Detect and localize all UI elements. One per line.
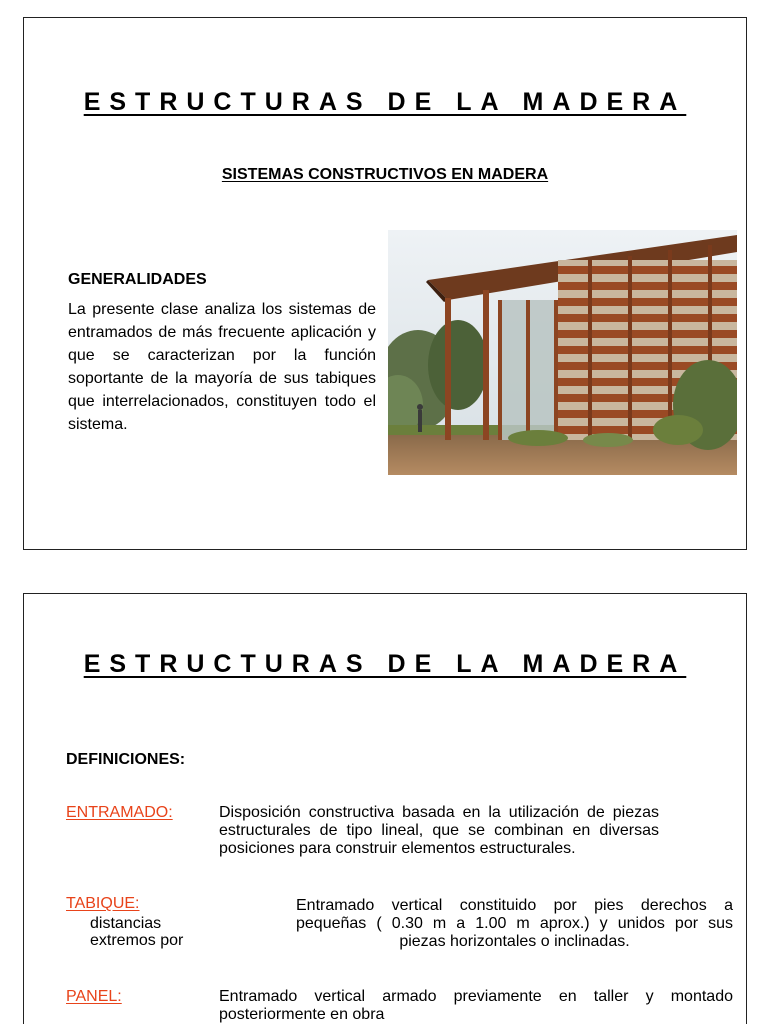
definition-panel: Entramado vertical armado previamente en taller y montado posteriormente en obra xyxy=(219,988,733,1023)
term-entramado: ENTRAMADO: xyxy=(66,804,173,821)
slide-title: ESTRUCTURAS DE LA MADERA xyxy=(83,650,687,678)
term-tabique: TABIQUE: xyxy=(66,895,140,912)
definition-tabique-line-1: Entramado vertical constituido por pies derechos a xyxy=(296,897,733,914)
wooden-house-photo xyxy=(388,230,737,475)
term-panel: PANEL: xyxy=(66,988,122,1005)
generalidades-heading: GENERALIDADES xyxy=(68,271,207,288)
tabique-extra-1: distancias xyxy=(90,915,162,932)
slide-title: ESTRUCTURAS DE LA MADERA xyxy=(83,88,687,116)
slide-definiciones xyxy=(23,593,747,1024)
definition-tabique-line-3: piezas horizontales o inclinadas. xyxy=(399,933,630,950)
generalidades-text: La presente clase analiza los sistemas de entramados de más frecuente aplicación y que se caracterizan por la función soportante de la mayoría de sus tabiques que interrelacionados, constituyen todo el sistema. xyxy=(68,301,376,433)
slide-generalidades xyxy=(23,17,747,550)
slide-subtitle: SISTEMAS CONSTRUCTIVOS EN MADERA xyxy=(221,166,549,183)
definition-entramado: Disposición constructiva basada en la utilización de piezas estructurales de tipo lineal, que se combinan en diversas posiciones para construir elementos estructurales. xyxy=(219,804,659,857)
definiciones-heading: DEFINICIONES: xyxy=(66,751,186,768)
definition-tabique-line-2: pequeñas ( 0.30 m a 1.00 m aprox.) y unidos por sus xyxy=(296,915,733,932)
tabique-extra-2: extremos por xyxy=(90,932,184,949)
